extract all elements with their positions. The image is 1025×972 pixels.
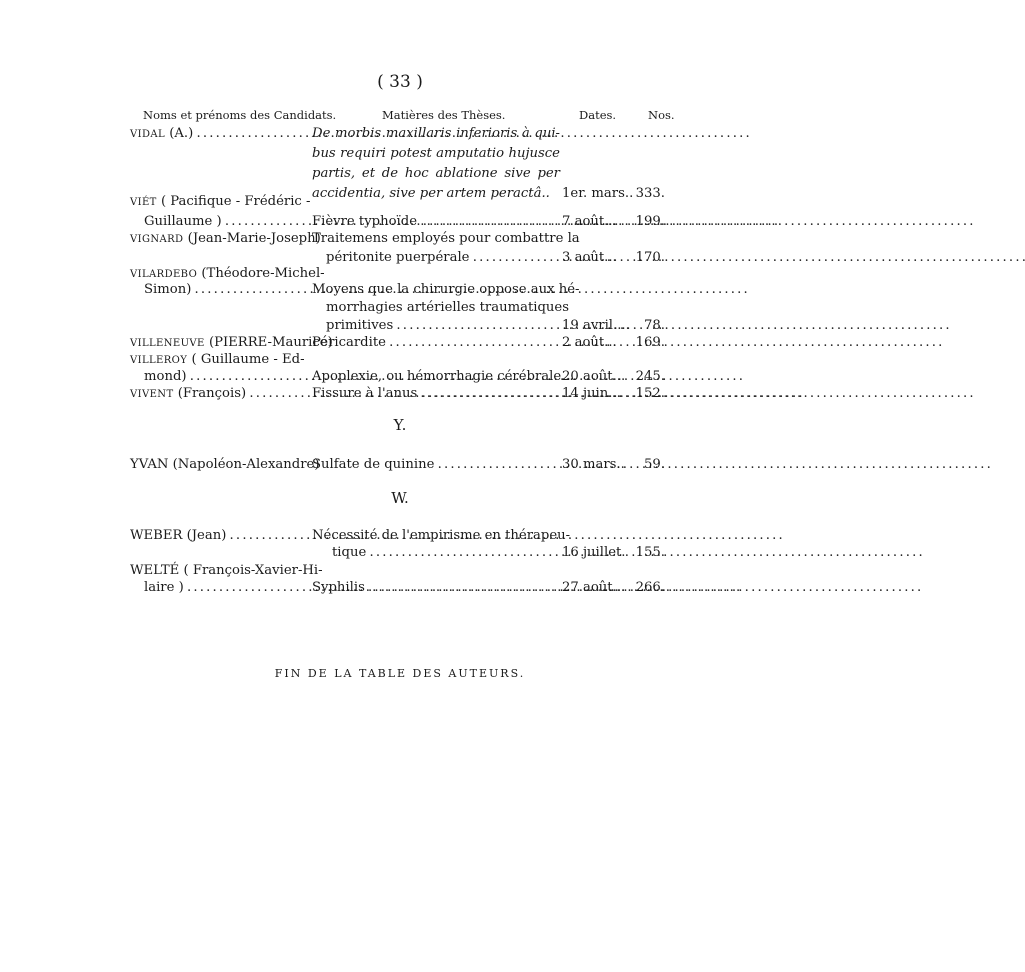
candidate-surname: VIGNARD: [130, 234, 184, 245]
candidate-name: VIVENT (François) . . .: [130, 384, 302, 404]
candidate-name: VIGNARD (Jean-Marie-Joseph): [130, 231, 321, 246]
thesis-number: 245.: [635, 369, 665, 384]
thesis-number: 78.: [644, 318, 665, 333]
thesis-date: 7 août...: [562, 214, 617, 229]
thesis-subject: morrhagies artérielles traumatiques: [326, 300, 569, 315]
end-of-table-note: FIN DE LA TABLE DES AUTEURS.: [274, 667, 526, 680]
thesis-subject: Nécessité de l'empirisme en thérapeu-: [312, 528, 571, 543]
candidate-name: YVAN (Napoléon-Alexandre): [130, 457, 320, 472]
thesis-subject: Moyens que la chirurgie oppose aux hé-: [312, 282, 580, 297]
thesis-date: 27 août...: [562, 580, 626, 595]
candidate-name: mond) . . .: [130, 367, 302, 387]
thesis-subject: bus requiri potest amputatio hujusce: [312, 146, 560, 161]
header-names: Noms et prénoms des Candidats.: [143, 108, 337, 122]
candidate-name: VIDAL (A.) . . .: [130, 124, 302, 144]
thesis-subject: partis, et de hoc ablatione sive per: [312, 166, 560, 181]
thesis-subject: tique . . .: [312, 543, 560, 563]
thesis-subject: Péricardite . . .: [312, 333, 560, 353]
header-subjects: Matières des Thèses.: [382, 108, 506, 122]
candidate-name: WELTÉ ( François-Xavier-Hi-: [130, 563, 323, 578]
thesis-subject: Sulfate de quinine . . .: [312, 455, 560, 475]
candidate-name: Guillaume ) . . .: [130, 212, 302, 232]
thesis-subject: péritonite puerpérale . . .: [312, 248, 560, 268]
header-dates: Dates.: [579, 108, 617, 122]
thesis-number: 155.: [635, 545, 665, 560]
section-letter-w: W.: [391, 489, 409, 507]
thesis-date: 19 avril....: [562, 318, 630, 333]
candidate-name: VILLEROY ( Guillaume - Ed-: [130, 352, 305, 367]
candidate-name: VILLENEUVE (PIERRE-Maurice): [130, 335, 333, 350]
thesis-subject: Syphilis . . .: [312, 578, 560, 598]
candidate-surname: VIÉT: [130, 197, 157, 208]
thesis-subject: primitives . . .: [312, 316, 560, 336]
thesis-number: 266.: [635, 580, 665, 595]
thesis-subject: Apoplexie, ou hémorrhagie cérébrale...: [312, 369, 574, 384]
thesis-number: 169.: [635, 335, 665, 350]
section-letter-y: Y.: [393, 416, 407, 434]
thesis-subject: Traitemens employés pour combattre la: [312, 231, 580, 246]
candidate-name: WEBER (Jean) . . .: [130, 526, 302, 546]
thesis-subject: De morbis maxillaris inferioris à qui-: [312, 126, 560, 141]
thesis-subject: Fissure à l'anus . . .: [312, 384, 560, 404]
thesis-number: 199.: [635, 214, 665, 229]
candidate-name: VILARDEBO (Théodore-Michel-: [130, 266, 325, 281]
page-number: ( 33 ): [377, 72, 423, 92]
thesis-date: 16 juillet.: [562, 545, 626, 560]
candidate-name: VIÉT ( Pacifique - Frédéric -: [130, 194, 311, 209]
candidate-surname: VIVENT: [130, 389, 174, 400]
candidate-surname: VIDAL: [130, 129, 166, 140]
candidate-surname: VILLENEUVE: [130, 338, 205, 349]
thesis-number: 333.: [635, 186, 665, 201]
thesis-subject: Fièvre typhoïde . . .: [312, 212, 560, 232]
thesis-date: 30 mars..: [562, 457, 625, 472]
thesis-date: 20 août...: [562, 369, 626, 384]
thesis-number: 59.: [644, 457, 665, 472]
thesis-number: 152.: [635, 386, 665, 401]
candidate-surname: VILLEROY: [130, 355, 188, 366]
thesis-number: 170.: [635, 250, 665, 265]
thesis-date: 3 août...: [562, 250, 617, 265]
candidate-name: Simon) . . .: [130, 280, 302, 300]
thesis-date: 2 août...: [562, 335, 617, 350]
header-numbers: Nos.: [648, 108, 675, 122]
candidate-name: laire ) . . .: [130, 578, 302, 598]
thesis-subject: accidentia, sive per artem peractâ..: [312, 186, 550, 201]
thesis-date: 1er. mars..: [562, 186, 634, 201]
candidate-surname: VILARDEBO: [130, 269, 198, 280]
thesis-date: 14 juin...: [562, 386, 621, 401]
